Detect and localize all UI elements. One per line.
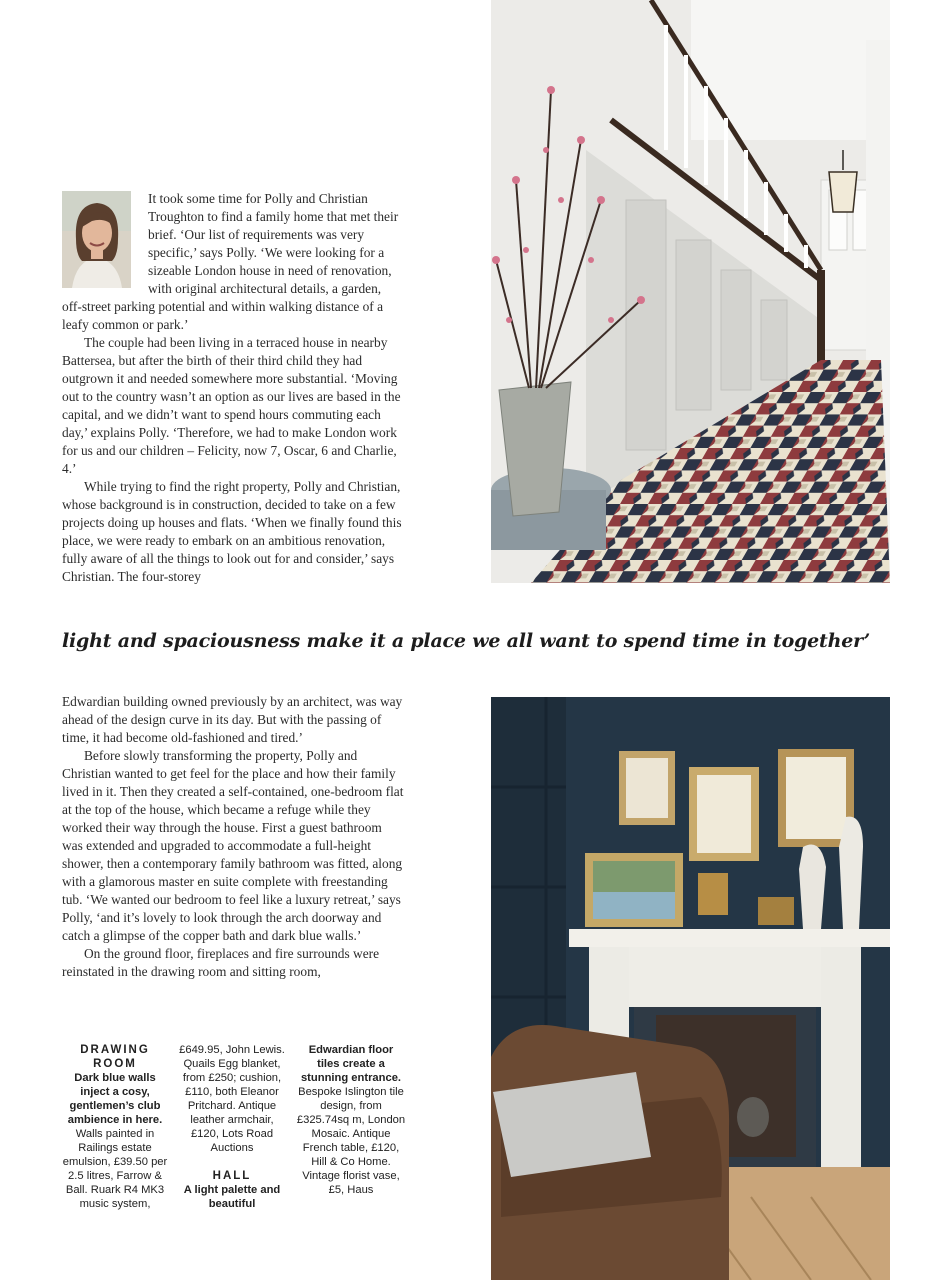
caption-text-hall: Bespoke Islington tile design, from £325.74sq m, London Mosaic. Antique French table, £120, Hill & Co Home. Vintage florist vase, £5, Haus	[296, 1086, 406, 1196]
caption-lead-hall-b: Edwardian floor tiles create a stunning entrance.	[300, 1044, 402, 1084]
caption-lead-hall-a: A light palette and beautiful	[183, 1184, 281, 1210]
intro-paragraph-2: The couple had been living in a terraced house in nearby Battersea, but after the birth of their third child they had outgrown it and needed somewhere more substantial. ‘Moving out to the country wasn’t an option as our lives are based in the capital, and we didn’t want to spend hours commuting each day,’ explains Polly. ‘Therefore, we had to make London work for us and our children – Felicity, now 7, Oscar, 6 and Charlie, 4.’	[62, 335, 401, 476]
caption-heading-drawing-room: DRAWING ROOM	[80, 1044, 150, 1070]
pull-quote: light and spaciousness make it a place we all want to spend time in together’	[62, 630, 871, 652]
hallway-photo	[491, 0, 890, 583]
caption-column-2	[178, 1043, 286, 1211]
caption-heading-hall: HALL	[212, 1170, 252, 1182]
caption-text-drawing-room-b: £649.95, John Lewis. Quails Egg blanket, from £250; cushion, £110, both Eleanor Pritchard. Antique leather armchair, £120, Lots Road Auctions	[179, 1044, 285, 1154]
caption-column-3	[296, 1043, 406, 1197]
intro-article-text	[62, 190, 404, 586]
continuation-article-text	[62, 693, 404, 981]
portrait-wrap-space	[62, 190, 148, 289]
caption-column-1	[62, 1043, 168, 1211]
cont-paragraph-1: Edwardian building owned previously by an architect, was way ahead of the design curve in its day. But with the passing of time, it had become old-fashioned and tired.’	[62, 694, 403, 745]
intro-paragraph-3: While trying to find the right property, Polly and Christian, whose background is in construction, decided to take on a few projects doing up houses and flats. ‘When we finally found this place, we were ready to embark on an ambitious renovation, fully aware of all the things to look out for and consider,’ says Christian. The four-storey	[62, 479, 402, 584]
cont-paragraph-2: Before slowly transforming the property, Polly and Christian wanted to get feel for the place and how their family lived in it. Then they created a self-contained, one-bedroom flat at the top of the house, which became a refuge while they worked their way through the house. First a guest bathroom was extended and upgraded to accommodate a full-height shower, then a contemporary family bathroom was fitted, along with a glamorous master en suite complete with freestanding tub. ‘We wanted our bedroom to feel like a luxury retreat,’ says Polly, ‘and it’s lovely to look through the arch doorway and catch a glimpse of the copper bath and dark blue walls.’	[62, 748, 404, 943]
caption-lead-drawing-room: Dark blue walls inject a cosy, gentlemen’s club ambience in here.	[67, 1072, 163, 1126]
intro-paragraph-1: It took some time for Polly and Christian Troughton to find a family home that met their brief. ‘Our list of requirements was very specific,’ says Polly. ‘We were looking for a sizeable London house in need of renovation, with original architectural details, a garden, off-street parking potential and within walking distance of a leafy common or park.’	[62, 191, 399, 332]
caption-text-drawing-room-a: Walls painted in Railings estate emulsion, £39.50 per 2.5 litres, Farrow & Ball. Ruark R4 MK3 music system,	[62, 1128, 168, 1210]
drawing-room-photo	[491, 697, 890, 1280]
cont-paragraph-3: On the ground floor, fireplaces and fire surrounds were reinstated in the drawing room and sitting room,	[62, 946, 380, 979]
